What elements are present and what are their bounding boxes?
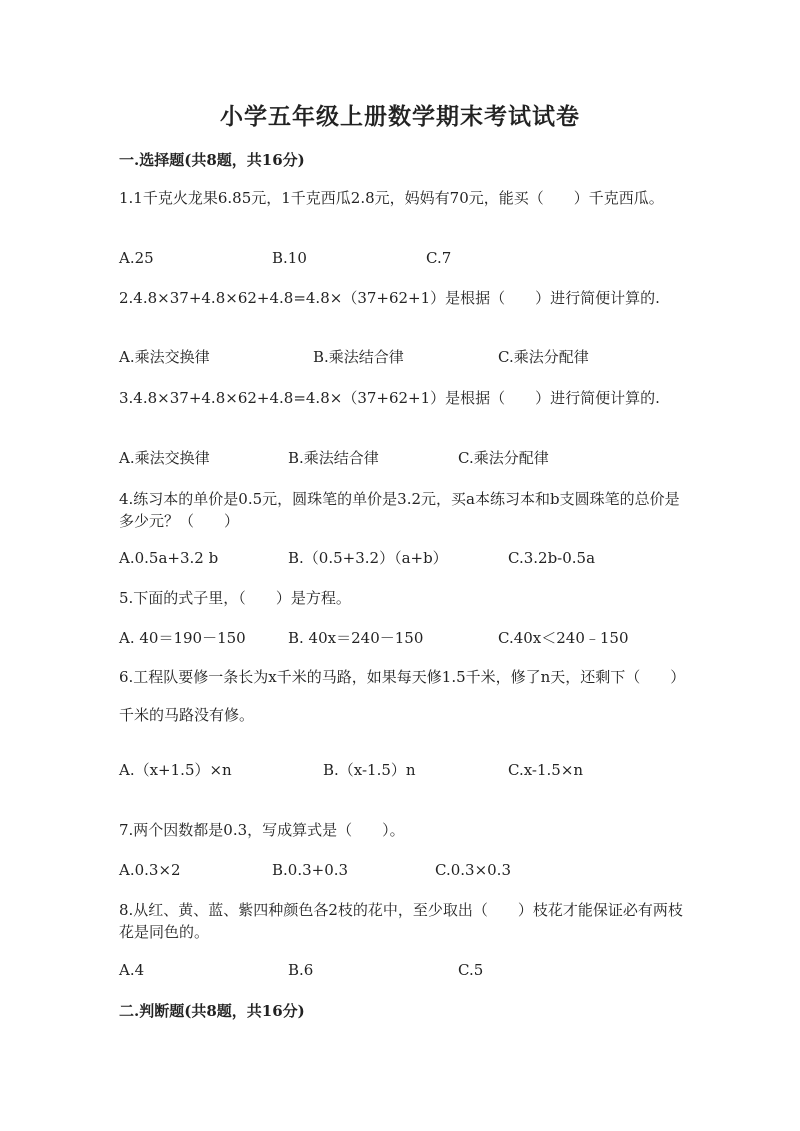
option-c: C.0.3×0.3	[435, 861, 511, 879]
option-b: B.乘法结合律	[313, 348, 404, 366]
option-a: A.乘法交换律	[119, 348, 210, 366]
question-5: 5.下面的式子里，（ ）是方程。	[119, 589, 351, 607]
question-5-options	[119, 627, 684, 649]
option-c: C.7	[426, 249, 452, 267]
option-c: C.5	[458, 961, 484, 979]
option-a: A. 40＝190－150	[119, 629, 246, 647]
option-b: B. 40x＝240－150	[288, 629, 424, 647]
option-c: C.乘法分配律	[498, 348, 589, 366]
option-a: A.（x+1.5）×n	[119, 761, 232, 779]
question-1-options	[119, 247, 684, 269]
option-b: B.（x-1.5）n	[323, 761, 416, 779]
question-3-options	[119, 447, 684, 469]
question-7-options	[119, 859, 684, 881]
option-c: C.40x＜240﹣150	[498, 629, 629, 647]
question-7: 7.两个因数都是0.3，写成算式是（ ）。	[119, 821, 405, 839]
section-heading-judgment: 二.判断题(共8题，共16分)	[119, 1002, 305, 1020]
option-a: A.4	[119, 961, 145, 979]
option-c: C.3.2b-0.5a	[508, 549, 596, 567]
question-8-options	[119, 959, 684, 981]
option-b: B.（0.5+3.2）（a+b）	[288, 549, 448, 567]
option-b: B.10	[272, 249, 307, 267]
question-6: 6.工程队要修一条长为x千米的马路，如果每天修1.5千米，修了n天，还剩下（ ）千米的马路没有修。	[119, 668, 678, 724]
option-b: B.6	[288, 961, 314, 979]
section-heading-choice: 一.选择题(共8题，共16分)	[119, 151, 305, 169]
option-b: B.乘法结合律	[288, 449, 379, 467]
option-b: B.0.3+0.3	[272, 861, 349, 879]
exam-title: 小学五年级上册数学期末考试试卷	[220, 103, 580, 130]
option-a: A.0.3×2	[119, 861, 181, 879]
question-2: 2.4.8×37+4.8×62+4.8=4.8×（37+62+1）是根据（ ）进行简便计算的.	[119, 289, 660, 307]
option-a: A.0.5a+3.2 b	[119, 549, 219, 567]
question-4: 4.练习本的单价是0.5元，圆珠笔的单价是3.2元，买a本练习本和b支圆珠笔的总价是多少元？（ ）	[119, 490, 680, 530]
question-1: 1.1千克火龙果6.85元，1千克西瓜2.8元，妈妈有70元，能买（ ）千克西瓜。	[119, 189, 664, 207]
question-3: 3.4.8×37+4.8×62+4.8=4.8×（37+62+1）是根据（ ）进行简便计算的.	[119, 389, 660, 407]
question-8: 8.从红、黄、蓝、紫四种颜色各2枝的花中，至少取出（ ）枝花才能保证必有两枝花是同色的。	[119, 901, 683, 941]
question-2-options	[119, 346, 684, 368]
question-4-options	[119, 547, 684, 569]
option-c: C.x-1.5×n	[508, 761, 584, 779]
option-a: A.乘法交换律	[119, 449, 210, 467]
option-a: A.25	[119, 249, 154, 267]
option-c: C.乘法分配律	[458, 449, 549, 467]
question-6-options	[119, 759, 684, 781]
